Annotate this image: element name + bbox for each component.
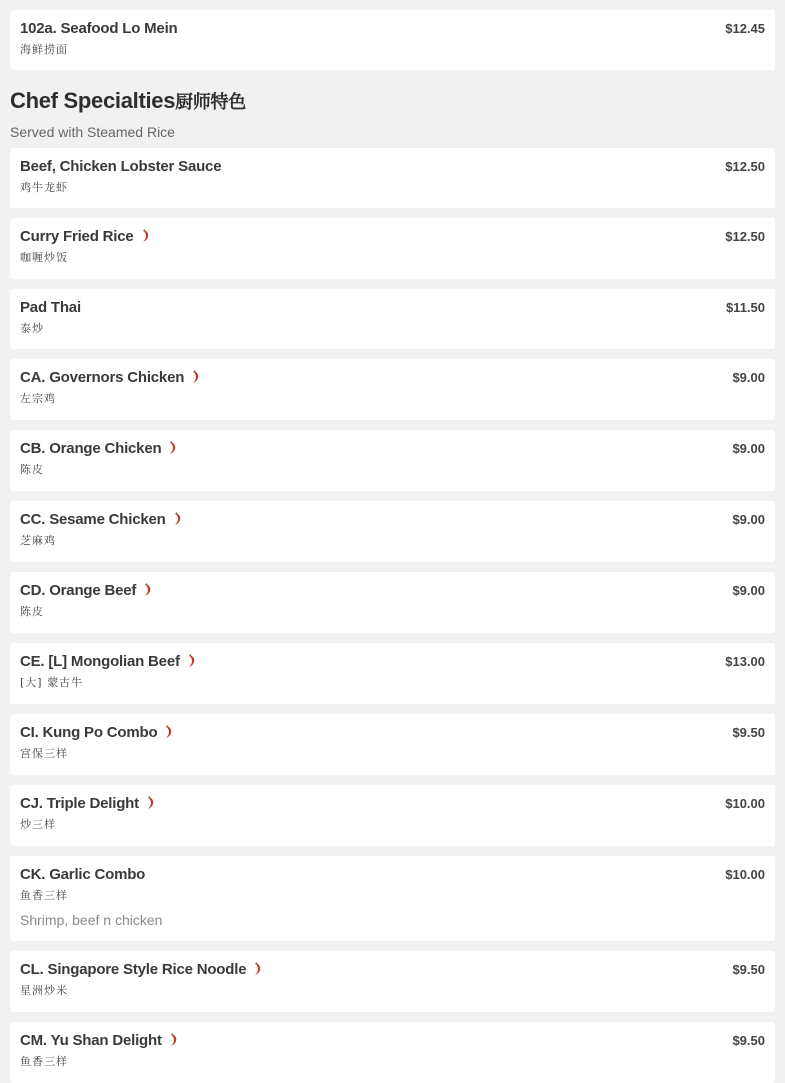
chili-pepper-icon	[147, 796, 155, 810]
item-name-text: CE. [L] Mongolian Beef	[20, 653, 180, 670]
item-price: $12.45	[725, 21, 765, 36]
menu-item[interactable]	[10, 218, 775, 279]
item-chinese-name: 陈皮	[20, 463, 44, 476]
menu-item[interactable]	[10, 289, 775, 349]
menu-item[interactable]	[10, 1022, 775, 1083]
menu-item[interactable]	[10, 643, 775, 704]
menu-item[interactable]	[10, 951, 775, 1012]
item-chinese-name: 鱼香三样	[20, 1055, 68, 1068]
item-name-text: CC. Sesame Chicken	[20, 511, 166, 528]
item-name	[20, 511, 182, 528]
chili-pepper-icon	[188, 654, 196, 668]
chili-pepper-icon	[144, 583, 152, 597]
item-name	[20, 158, 221, 175]
item-name-text: CK. Garlic Combo	[20, 866, 146, 883]
item-price: $9.50	[732, 962, 765, 977]
item-name	[20, 299, 81, 316]
item-name-text: Pad Thai	[20, 299, 81, 316]
item-name-text: CI. Kung Po Combo	[20, 724, 158, 741]
section-subtitle: Served with Steamed Rice	[10, 124, 175, 140]
item-price: $13.00	[725, 654, 765, 669]
item-chinese-name: 芝麻鸡	[20, 534, 56, 547]
item-price: $9.50	[732, 1033, 765, 1048]
chili-pepper-icon	[170, 1033, 178, 1047]
item-name	[20, 228, 150, 245]
item-name-text: CM. Yu Shan Delight	[20, 1032, 162, 1049]
item-name	[20, 1032, 178, 1049]
chili-pepper-icon	[142, 229, 150, 243]
item-chinese-name: 海鲜捞面	[20, 43, 68, 56]
item-name	[20, 961, 262, 978]
menu-item[interactable]	[10, 148, 775, 208]
chili-pepper-icon	[165, 725, 173, 739]
section-title	[10, 88, 246, 114]
item-chinese-name: 陈皮	[20, 605, 44, 618]
menu-item[interactable]	[10, 714, 775, 775]
menu-item[interactable]	[10, 359, 775, 420]
item-name	[20, 795, 155, 812]
item-chinese-name: 炒三样	[20, 818, 56, 831]
item-price: $9.50	[732, 725, 765, 740]
item-price: $9.00	[732, 583, 765, 598]
chili-pepper-icon	[169, 441, 177, 455]
item-name-text: CJ. Triple Delight	[20, 795, 139, 812]
item-price: $10.00	[725, 796, 765, 811]
item-name	[20, 653, 196, 670]
menu-item[interactable]	[10, 785, 775, 846]
section-title-suffix: 厨师特色	[175, 92, 246, 112]
section-title-text: Chef Specialties	[10, 88, 176, 113]
item-chinese-name: 宫保三样	[20, 747, 68, 760]
item-chinese-name: 鱼香三样	[20, 889, 68, 902]
item-price: $9.00	[732, 370, 765, 385]
item-name	[20, 866, 145, 883]
chili-pepper-icon	[192, 370, 200, 384]
item-name-text: CB. Orange Chicken	[20, 440, 162, 457]
item-description: Shrimp, beef n chicken	[20, 912, 163, 928]
chili-pepper-icon	[254, 962, 262, 976]
item-chinese-name: [大] 蒙古牛	[20, 676, 84, 689]
item-price: $9.00	[732, 512, 765, 527]
item-price: $10.00	[725, 867, 765, 882]
item-chinese-name: 咖喱炒饭	[20, 251, 68, 264]
item-name: 102a. Seafood Lo Mein	[20, 20, 178, 37]
item-name	[20, 724, 173, 741]
item-chinese-name: 鸡牛龙虾	[20, 181, 68, 194]
menu-item[interactable]	[10, 430, 775, 491]
item-chinese-name: 星洲炒米	[20, 984, 68, 997]
item-name-text: CL. Singapore Style Rice Noodle	[20, 961, 247, 978]
menu-item[interactable]	[10, 856, 775, 941]
item-price: $9.00	[732, 441, 765, 456]
chili-pepper-icon	[174, 512, 182, 526]
item-price: $11.50	[725, 300, 765, 315]
item-name-text: CD. Orange Beef	[20, 582, 137, 599]
menu-item-seafood-lo-mein[interactable]	[10, 10, 775, 70]
item-price: $12.50	[725, 229, 765, 244]
menu-item[interactable]	[10, 572, 775, 633]
item-chinese-name: 左宗鸡	[20, 392, 56, 405]
item-name	[20, 582, 152, 599]
menu-item[interactable]	[10, 501, 775, 562]
item-name	[20, 440, 177, 457]
item-name-text: Beef, Chicken Lobster Sauce	[20, 158, 222, 175]
item-name-text: CA. Governors Chicken	[20, 369, 185, 386]
item-chinese-name: 泰炒	[20, 322, 44, 335]
item-price: $12.50	[725, 159, 765, 174]
item-name-text: Curry Fried Rice	[20, 228, 134, 245]
item-name	[20, 369, 200, 386]
